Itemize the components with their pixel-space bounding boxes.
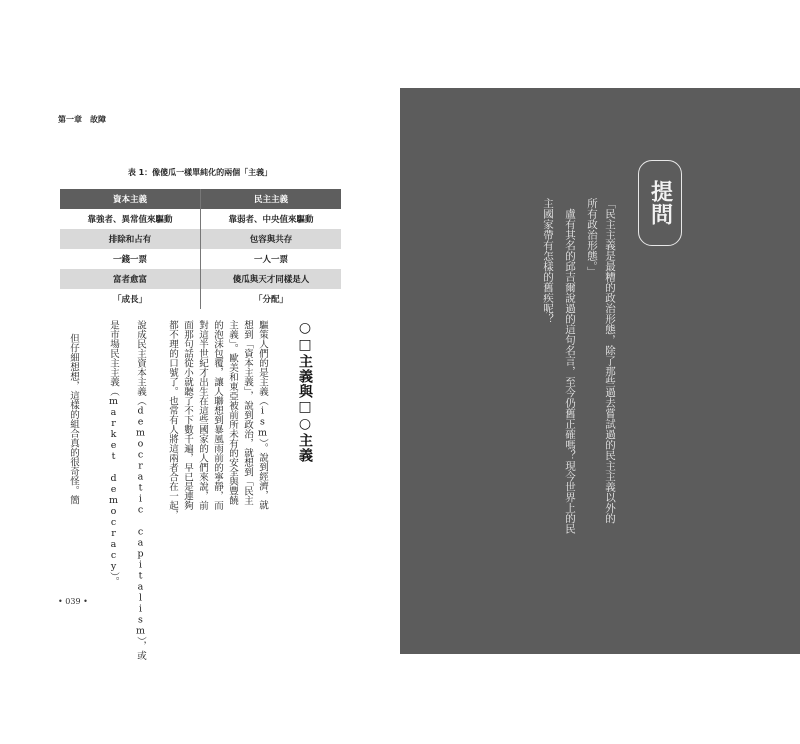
body-text-column: 面那句話從小就聽了不下數千遍，早已是連夠	[182, 320, 193, 510]
table-cell: 靠強者、異常值來驅動	[60, 209, 201, 229]
table-row	[60, 269, 341, 289]
comparison-table	[60, 189, 341, 309]
table-cell: 富者愈富	[60, 269, 201, 289]
table-row	[60, 209, 341, 229]
table-cell: 包容與共存	[201, 229, 342, 249]
table-cell: 一錢一票	[60, 249, 201, 269]
question-text-column: 「民主主義是最糟的政治形態，除了那些過去嘗試過的民主主義以外的	[604, 198, 616, 524]
table-header-row	[60, 189, 341, 209]
body-text-column: 的泡沫包覆，讓人聯想到暴風雨前的寧靜，而	[212, 320, 223, 510]
table-row	[60, 229, 341, 249]
table-row	[60, 249, 341, 269]
chapter-header: 第一章 故障	[58, 115, 106, 124]
body-text-column: 主義」。歐美和東亞被前所未有的安全與豐饒	[227, 320, 238, 506]
question-label-box	[638, 160, 682, 246]
table-cell: 靠弱者、中央值來驅動	[228, 215, 314, 225]
question-label: 提問	[647, 180, 673, 226]
question-text-column: 所有政治形態。」	[586, 198, 598, 277]
table-cell: 傻瓜與天才同樣是人	[201, 269, 342, 289]
table-cell: 排除和占有	[60, 229, 201, 249]
table-cell: 一人一票	[253, 255, 288, 265]
body-text-column: 說成民主資本主義（democratic capitalism），或	[135, 320, 146, 661]
body-text-column: 驅策人們的是主義（ism）。說到經濟，就	[257, 320, 268, 510]
body-text-column: 都不理的口號了。也常有人將這兩者合在一起，	[167, 320, 178, 520]
body-text-column: 但仔細想想，這樣的組合真的很奇怪。簡	[68, 324, 79, 505]
page-number: • 039 •	[58, 597, 88, 606]
table-cell: 「分配」	[253, 295, 288, 305]
table-cell: 「成長」	[60, 289, 201, 309]
table-caption: 表 1：像傻瓜一樣單純化的兩個「主義」	[127, 168, 273, 177]
body-text-column: 想到「資本主義」，說到政治，就想到「民主	[242, 320, 253, 506]
question-text-column: 盧有其名的邱吉爾說過的這句名言，至今仍舊正確嗎？現今世界上的民	[564, 198, 576, 534]
body-text-column: 對這半世紀才出生在這些國家的人們來說，前	[197, 320, 208, 510]
table-header-capitalism: 資本主義	[60, 189, 201, 209]
right-page	[400, 88, 800, 654]
body-text-column: 是市場民主主義（market democracy）。	[108, 320, 119, 587]
table-row	[60, 289, 341, 309]
question-text-column: 主國家帶有怎樣的舊疾呢？	[542, 198, 554, 324]
section-heading: ○□主義與□○主義	[297, 320, 313, 463]
table-header-democracy: 民主主義	[201, 189, 342, 209]
